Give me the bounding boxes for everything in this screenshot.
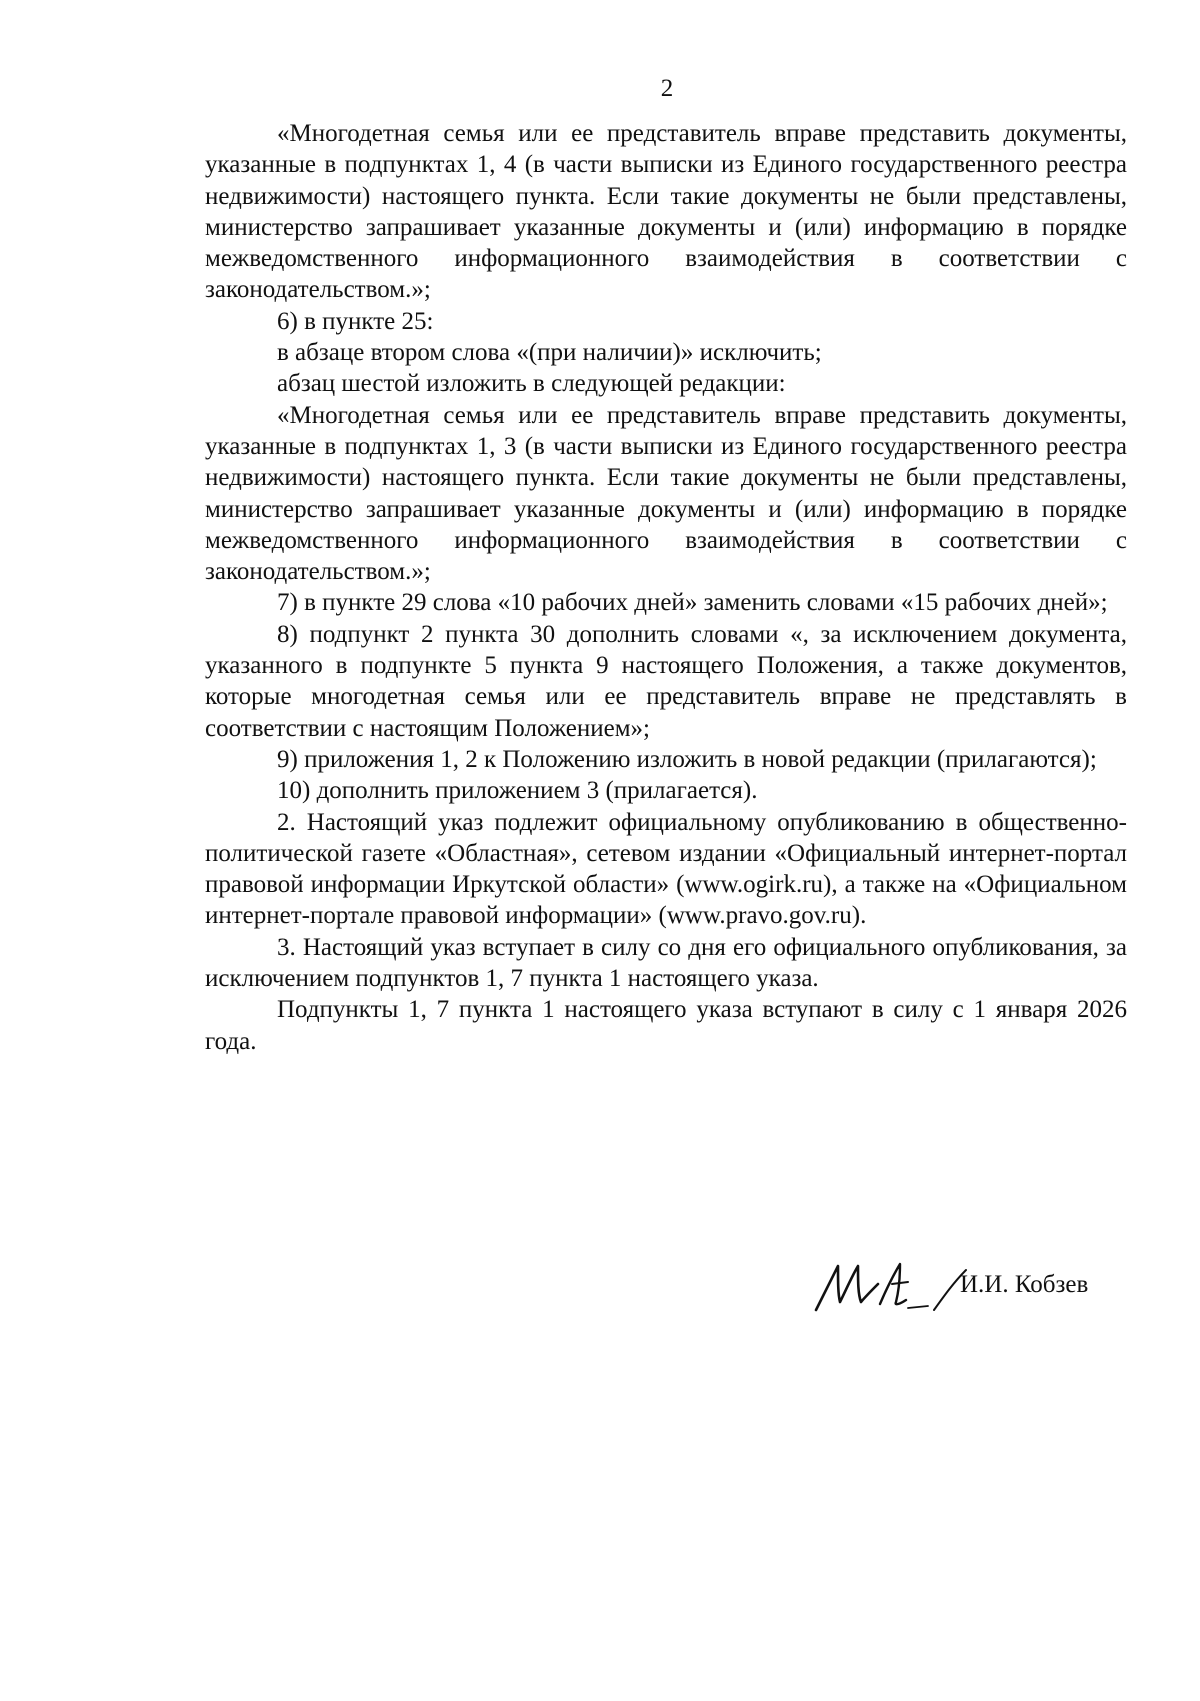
paragraph-quote-1: «Многодетная семья или ее представитель вправе представить документы, указанные в подпунктах 1, 4 (в части выписки из Единого государственного реестра недвижимости) настоящего пункта. Если такие документы не были представлены, министерство запрашивает указанные документы и (или) информацию в порядке межведомственного информационного взаимодействия в соответствии с законодательством.»; [205, 120, 1127, 304]
paragraph-item-6: 6) в пункте 25: [277, 307, 434, 335]
paragraph-effective-date: Подпункты 1, 7 пункта 1 настоящего указа вступают в силу с 1 января 2026 года. [205, 996, 1127, 1055]
paragraph-item-7: 7) в пункте 29 слова «10 рабочих дней» заменить словами «15 рабочих дней»; [277, 589, 1108, 617]
paragraph-item-6-para-6: абзац шестой изложить в следующей редакции: [277, 370, 786, 398]
document-body [205, 118, 1127, 1057]
paragraph-item-6-para-2: в абзаце втором слова «(при наличии)» исключить; [277, 339, 822, 367]
signer-name: И.И. Кобзев [960, 1271, 1089, 1298]
paragraph-section-2: 2. Настоящий указ подлежит официальному опубликованию в общественно-политической газете «Областная», сетевом издании «Официальный интернет-портал правовой информации Иркутской области» (www.ogirk.ru), а также на «Официальном интернет-портале правовой информации» (www.pravo.gov.ru). [205, 808, 1127, 930]
handwritten-signature [808, 1250, 968, 1320]
paragraph-item-8: 8) подпункт 2 пункта 30 дополнить словами «, за исключением документа, указанного в подпункте 5 пункта 9 настоящего Положения, а также документов, которые многодетная семья или ее представитель вправе не представлять в соответствии с настоящим Положением»; [205, 620, 1127, 742]
paragraph-item-9: 9) приложения 1, 2 к Положению изложить в новой редакции (прилагаются); [277, 745, 1097, 773]
signature-block [808, 1250, 1138, 1320]
paragraph-item-10: 10) дополнить приложением 3 (прилагается). [277, 777, 758, 805]
paragraph-quote-2: «Многодетная семья или ее представитель вправе представить документы, указанные в подпунктах 1, 3 (в части выписки из Единого государственного реестра недвижимости) настоящего пункта. Если такие документы не были представлены, министерство запрашивает указанные документы и (или) информацию в порядке межведомственного информационного взаимодействия в соответствии с законодательством.»; [205, 401, 1127, 586]
paragraph-section-3: 3. Настоящий указ вступает в силу со дня его официального опубликования, за исключением подпунктов 1, 7 пункта 1 настоящего указа. [205, 933, 1127, 993]
page-number: 2 [660, 75, 674, 102]
